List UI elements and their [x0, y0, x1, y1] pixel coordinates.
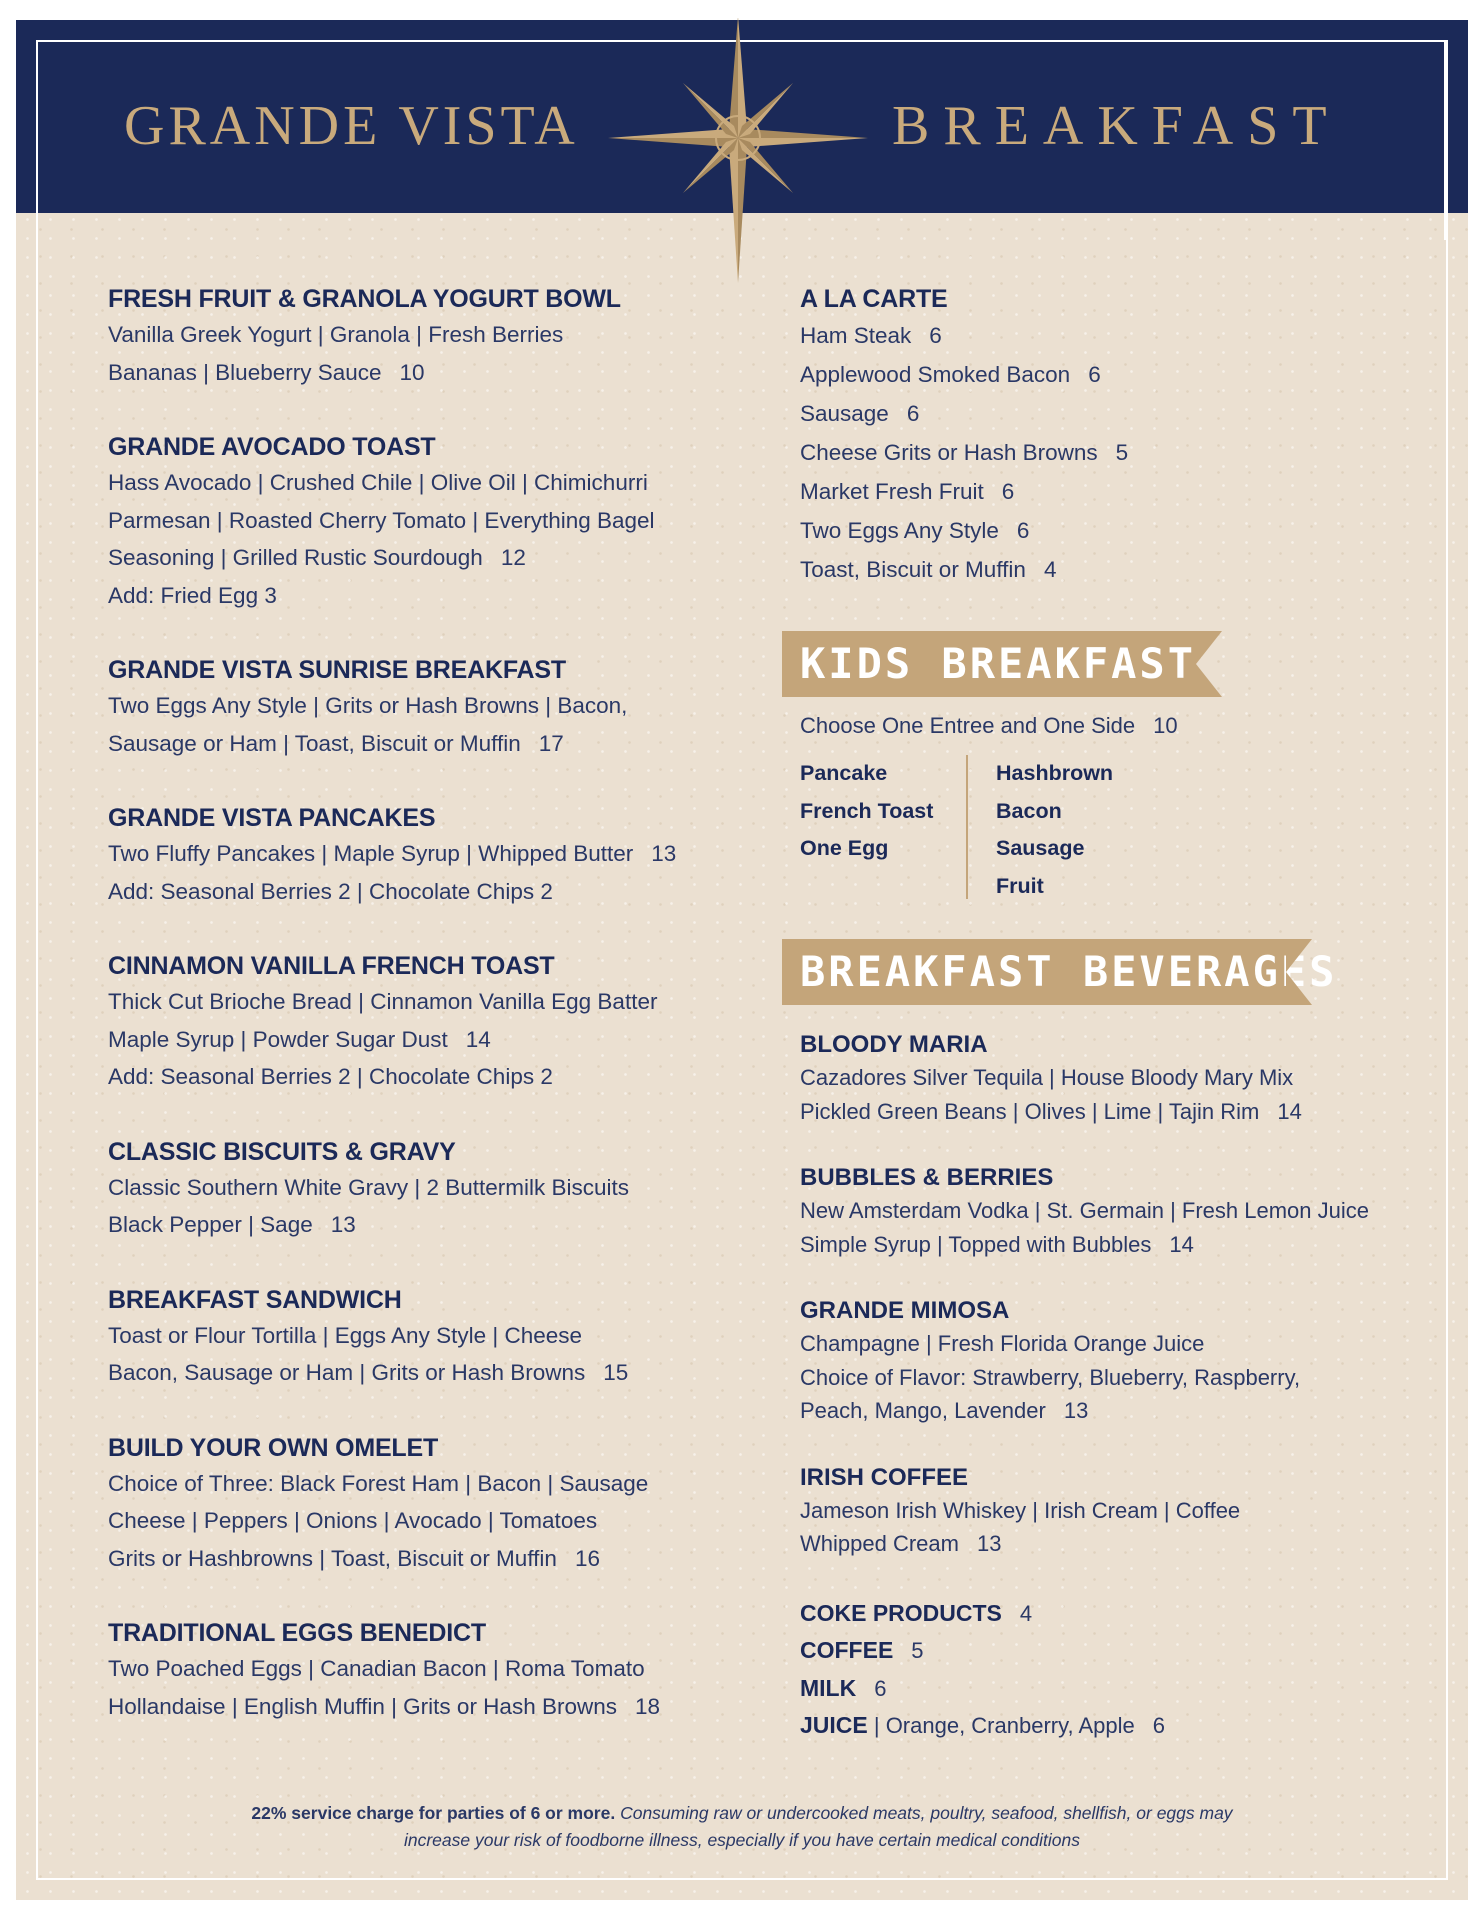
menu-item	[108, 653, 748, 762]
menu-item	[108, 1431, 748, 1578]
menu-item	[108, 801, 748, 910]
beverage-simple-name: JUICE	[800, 1712, 868, 1738]
beverage-simple-price: 4	[1019, 1600, 1033, 1626]
footer-italic-2: increase your risk of foodborne illness, especially if you have certain medical conditions	[403, 1830, 1081, 1850]
menu-item-name: GRANDE AVOCADO TOAST	[108, 433, 436, 461]
beverage-simple-name: COFFEE	[800, 1637, 894, 1663]
beverage-description: Simple Syrup | Topped with Bubbles 14	[800, 1231, 1194, 1257]
menu-item-description: Bananas | Blueberry Sauce 10	[108, 359, 425, 385]
kids-description: Choose One Entree and One Side 10	[800, 713, 1178, 738]
kids-entree: French Toast	[800, 798, 934, 823]
menu-item	[108, 282, 748, 391]
kids-side: Fruit	[996, 873, 1044, 898]
beverage-item	[800, 1295, 1440, 1428]
a-la-carte-item	[800, 316, 1440, 355]
menu-item-name: BREAKFAST SANDWICH	[108, 1285, 402, 1314]
beverage-name: GRANDE MIMOSA	[800, 1297, 1010, 1324]
beverage-price: 14	[1277, 1098, 1302, 1124]
beverage-name: BLOODY MARIA	[800, 1031, 988, 1058]
menu-item	[108, 949, 748, 1096]
a-la-carte-name: Sausage	[800, 401, 889, 426]
a-la-carte-name: Two Eggs Any Style	[800, 518, 999, 543]
kids-divider	[966, 755, 968, 899]
title-left: GRANDE VISTA	[124, 95, 579, 157]
beverage-simple-item	[800, 1595, 1440, 1633]
beverage-item	[800, 1029, 1440, 1128]
a-la-carte-price: 6	[906, 401, 920, 426]
menu-item-description: Hass Avocado | Crushed Chile | Olive Oil | Chimichurri	[108, 470, 648, 495]
beverage-price: 13	[976, 1531, 1002, 1556]
beverage-description: Whipped Cream 13	[800, 1531, 1002, 1556]
menu-item-description: Two Poached Eggs | Canadian Bacon | Roma Tomato	[108, 1656, 645, 1681]
menu-item-description: Parmesan | Roasted Cherry Tomato | Everything Bagel	[108, 507, 655, 533]
menu-item-description: Choice of Three: Black Forest Ham | Bacon | Sausage	[108, 1470, 649, 1496]
compass-star-icon	[608, 18, 868, 283]
a-la-carte-name: Applewood Smoked Bacon	[800, 362, 1071, 387]
menu-item-price: 18	[635, 1693, 661, 1719]
menu-item-name: BUILD YOUR OWN OMELET	[108, 1433, 439, 1462]
a-la-carte-price: 6	[1001, 479, 1015, 504]
menu-item-description: Grits or Hashbrowns | Toast, Biscuit or Muffin 16	[108, 1545, 600, 1571]
a-la-carte-price: 5	[1115, 440, 1129, 465]
footer-note	[16, 1800, 1468, 1854]
menu-item-price: 10	[399, 359, 425, 385]
menu-item-name: CINNAMON VANILLA FRENCH TOAST	[108, 952, 555, 980]
menu-item-description: Vanilla Greek Yogurt | Granola | Fresh Berries	[108, 322, 564, 347]
beverages-ribbon: BREAKFAST BEVERAGES	[782, 939, 1286, 1005]
menu-item-price: 13	[651, 841, 677, 866]
menu-item-price: 13	[330, 1212, 356, 1237]
beverage-simple-price: 6	[874, 1675, 887, 1701]
beverage-description: Choice of Flavor: Strawberry, Blueberry, Raspberry,	[800, 1364, 1301, 1390]
beverage-description: Pickled Green Beans | Olives | Lime | Tajin Rim 14	[800, 1098, 1302, 1124]
a-la-carte-item	[800, 550, 1440, 589]
menu-item-price: 17	[538, 730, 564, 756]
a-la-carte-price: 6	[929, 323, 942, 348]
beverage-price: 13	[1063, 1398, 1089, 1423]
menu-item-addon: Add: Fried Egg 3	[108, 582, 277, 608]
beverage-simple-price: 6	[1152, 1713, 1165, 1738]
beverage-description: Peach, Mango, Lavender 13	[800, 1398, 1089, 1423]
menu-item-description: Seasoning | Grilled Rustic Sourdough 12	[108, 545, 526, 570]
kids-options	[800, 755, 1440, 905]
a-la-carte-price: 6	[1088, 362, 1101, 387]
beverage-simple-price: 5	[911, 1638, 924, 1663]
menu-item-description: Classic Southern White Gravy | 2 Buttermilk Biscuits	[108, 1174, 630, 1200]
kids-entrees	[800, 755, 966, 905]
a-la-carte-price: 6	[1016, 518, 1030, 543]
right-column	[800, 282, 1440, 1745]
beverage-description: Cazadores Silver Tequila | House Bloody Mary Mix	[800, 1065, 1294, 1090]
kids-side: Sausage	[996, 836, 1085, 860]
menu-item-addon: Add: Seasonal Berries 2 | Chocolate Chips 2	[108, 1064, 553, 1089]
beverage-item	[800, 1462, 1440, 1561]
beverage-item	[800, 1162, 1440, 1261]
beverage-simple-name: MILK	[800, 1674, 857, 1701]
menu-item-name: FRESH FRUIT & GRANOLA YOGURT BOWL	[108, 285, 621, 313]
menu-item	[108, 1616, 748, 1725]
menu-item-description: Two Eggs Any Style | Grits or Hash Browns | Bacon,	[108, 693, 628, 718]
menu-item-price: 16	[574, 1545, 600, 1571]
menu-item-price: 14	[465, 1026, 491, 1052]
beverage-simple-name: COKE PRODUCTS	[800, 1599, 1002, 1626]
a-la-carte-item	[800, 394, 1440, 433]
beverage-name: BUBBLES & BERRIES	[800, 1164, 1054, 1191]
menu-item-price: 15	[603, 1360, 629, 1385]
beverage-description: Champagne | Fresh Florida Orange Juice	[800, 1331, 1205, 1356]
menu-item-name: GRANDE VISTA PANCAKES	[108, 804, 436, 832]
title-right: BREAKFAST	[892, 95, 1341, 157]
kids-sides	[996, 755, 1113, 905]
a-la-carte-name: Cheese Grits or Hash Browns	[800, 440, 1098, 465]
menu-item-description: Sausage or Ham | Toast, Biscuit or Muffin 17	[108, 730, 564, 756]
kids-breakfast-ribbon: KIDS BREAKFAST	[782, 631, 1196, 697]
a-la-carte-item	[800, 355, 1440, 394]
left-column	[108, 282, 748, 1725]
a-la-carte-item	[800, 511, 1440, 550]
footer-bold: 22% service charge for parties of 6 or more.	[251, 1803, 616, 1823]
beverage-simple-detail: | Orange, Cranberry, Apple	[867, 1713, 1135, 1738]
menu-item-description: Maple Syrup | Powder Sugar Dust 14	[108, 1026, 491, 1052]
a-la-carte-item	[800, 433, 1440, 472]
menu-item-name: CLASSIC BISCUITS & GRAVY	[108, 1137, 456, 1166]
menu-item	[108, 1283, 748, 1392]
menu-item-addon: Add: Seasonal Berries 2 | Chocolate Chips 2	[108, 878, 553, 904]
beverage-name: IRISH COFFEE	[800, 1463, 969, 1491]
menu-item-description: Toast or Flour Tortilla | Eggs Any Style | Cheese	[108, 1322, 582, 1348]
beverage-description: Jameson Irish Whiskey | Irish Cream | Coffee	[800, 1497, 1241, 1523]
a-la-carte-title: A LA CARTE	[800, 285, 948, 313]
menu-item-description: Hollandaise | English Muffin | Grits or Hash Browns 18	[108, 1693, 661, 1719]
a-la-carte-name: Ham Steak	[800, 323, 912, 348]
menu-item-name: GRANDE VISTA SUNRISE BREAKFAST	[108, 656, 566, 684]
menu-item	[108, 430, 748, 614]
a-la-carte-price: 4	[1043, 557, 1057, 582]
menu-item-description: Two Fluffy Pancakes | Maple Syrup | Whipped Butter 13	[108, 841, 677, 866]
kids-entree: One Egg	[800, 836, 889, 860]
kids-side: Bacon	[996, 798, 1062, 823]
menu-item-name: TRADITIONAL EGGS BENEDICT	[108, 1619, 486, 1647]
beverage-simple-item	[800, 1632, 1440, 1670]
kids-side: Hashbrown	[996, 761, 1114, 785]
beverage-simple-item	[800, 1707, 1440, 1745]
menu-item-price: 12	[500, 545, 526, 570]
a-la-carte-name: Toast, Biscuit or Muffin	[800, 557, 1026, 582]
beverage-simple-item	[800, 1670, 1440, 1708]
menu-item-description: Black Pepper | Sage 13	[108, 1212, 356, 1237]
menu-item-description: Bacon, Sausage or Ham | Grits or Hash Browns 15	[108, 1360, 629, 1385]
beverage-description: New Amsterdam Vodka | St. Germain | Fresh Lemon Juice	[800, 1198, 1369, 1223]
menu-item	[108, 1135, 748, 1244]
kids-entree: Pancake	[800, 761, 888, 785]
menu-item-description: Thick Cut Brioche Bread | Cinnamon Vanilla Egg Batter	[108, 989, 658, 1014]
menu-page	[16, 20, 1468, 1900]
a-la-carte-name: Market Fresh Fruit	[800, 479, 984, 504]
a-la-carte-item	[800, 472, 1440, 511]
beverage-price: 14	[1169, 1231, 1194, 1257]
footer-italic-1: Consuming raw or undercooked meats, poultry, seafood, shellfish, or eggs may	[620, 1803, 1233, 1823]
menu-item-description: Cheese | Peppers | Onions | Avocado | Tomatoes	[108, 1508, 598, 1533]
